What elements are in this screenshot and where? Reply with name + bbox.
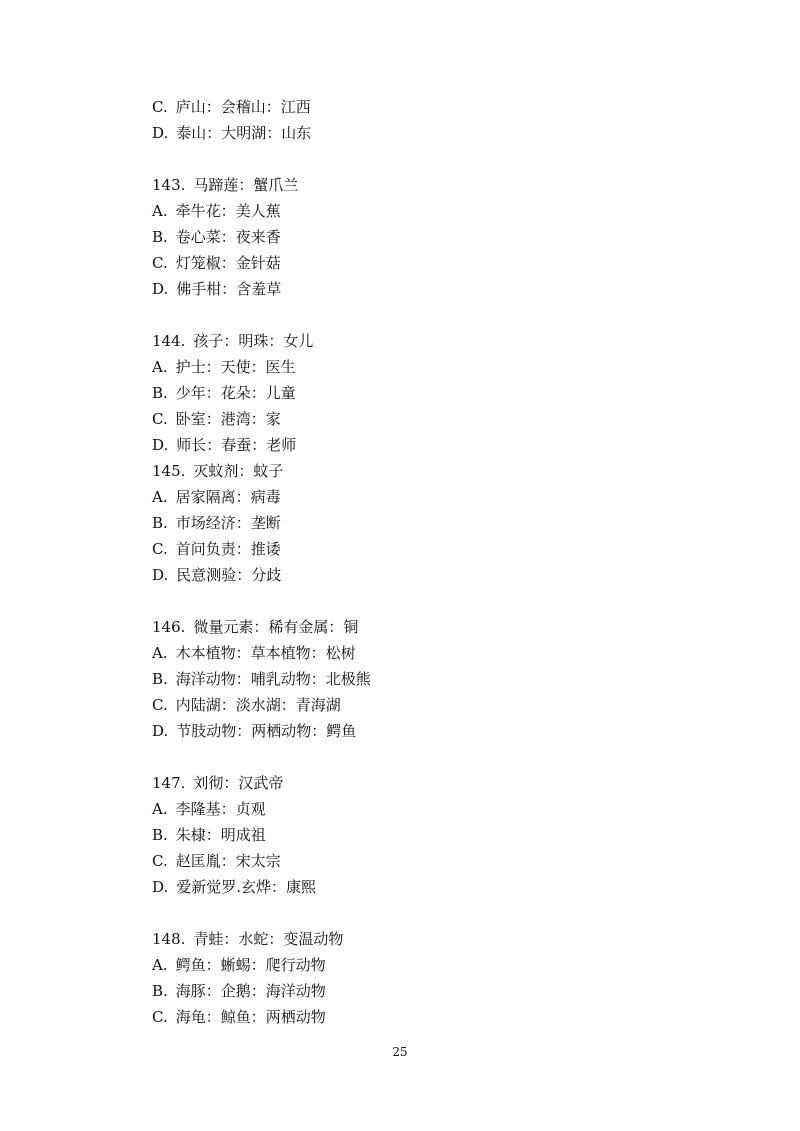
q143-option-b (152, 227, 281, 247)
q143-option-a (152, 201, 281, 221)
option-letter: C. (152, 410, 168, 428)
question-number: 145. (152, 462, 186, 480)
question-stem: 灭蚊剂：蚊子 (193, 462, 284, 480)
question-number: 147. (152, 774, 186, 792)
option-letter: B. (152, 670, 168, 688)
option-letter: A. (152, 800, 168, 818)
q144-option-c (152, 409, 281, 429)
option-text: 赵匡胤：宋太宗 (175, 852, 281, 870)
q145-stem (152, 461, 283, 481)
option-letter: B. (152, 514, 168, 532)
option-letter: B. (152, 982, 168, 1000)
option-text: 牵牛花：美人蕉 (175, 202, 281, 220)
option-text: 市场经济：垄断 (175, 514, 281, 532)
q145-option-c (152, 539, 281, 559)
q147-option-c (152, 851, 281, 871)
question-stem: 孩子：明珠：女儿 (193, 332, 314, 350)
option-text: 少年：花朵：儿童 (175, 384, 296, 402)
option-letter: A. (152, 956, 168, 974)
q146-option-c (152, 695, 341, 715)
q144-option-b (152, 383, 296, 403)
q148-option-c (152, 1007, 326, 1027)
q147-stem (152, 773, 283, 793)
q144-stem (152, 331, 313, 351)
q146-stem (152, 617, 358, 637)
option-text: 卷心菜：夜来香 (175, 228, 281, 246)
question-stem: 微量元素：稀有金属：铜 (193, 618, 359, 636)
option-text: 朱棣：明成祖 (175, 826, 266, 844)
option-letter: A. (152, 488, 168, 506)
option-text: 民意测验：分歧 (176, 566, 282, 584)
question-number: 144. (152, 332, 186, 350)
option-text: 护士：天使：医生 (175, 358, 296, 376)
option-text: 木本植物：草本植物：松树 (175, 644, 356, 662)
q144-option-d (152, 435, 296, 455)
option-letter: A. (152, 358, 168, 376)
option-letter: D. (152, 878, 169, 896)
question-stem: 马蹄莲：蟹爪兰 (193, 176, 299, 194)
question-number: 143. (152, 176, 186, 194)
q147-option-b (152, 825, 266, 845)
option-letter: C. (152, 540, 168, 558)
q148-option-b (152, 981, 326, 1001)
q143-option-d (152, 279, 281, 299)
q142-option-d (152, 123, 311, 143)
q148-stem (152, 929, 343, 949)
option-letter: C. (152, 98, 168, 116)
q142-option-c (152, 97, 311, 117)
option-letter: D. (152, 436, 169, 454)
option-text: 海洋动物：哺乳动物：北极熊 (175, 670, 371, 688)
option-text: 节肢动物：两栖动物：鳄鱼 (176, 722, 357, 740)
option-text: 卧室：港湾：家 (175, 410, 281, 428)
option-letter: B. (152, 384, 168, 402)
option-text: 泰山：大明湖：山东 (176, 124, 312, 142)
option-letter: C. (152, 696, 168, 714)
option-text: 内陆湖：淡水湖：青海湖 (175, 696, 341, 714)
option-letter: A. (152, 202, 168, 220)
question-number: 146. (152, 618, 186, 636)
option-letter: B. (152, 228, 168, 246)
q143-option-c (152, 253, 281, 273)
option-text: 海龟：鲸鱼：两栖动物 (175, 1008, 326, 1026)
option-letter: D. (152, 280, 169, 298)
q147-option-a (152, 799, 266, 819)
option-text: 鳄鱼：蜥蜴：爬行动物 (175, 956, 326, 974)
q145-option-a (152, 487, 281, 507)
option-text: 首问负责：推诿 (175, 540, 281, 558)
question-stem: 青蛙：水蛇：变温动物 (193, 930, 344, 948)
q144-option-a (152, 357, 296, 377)
page-number: 25 (392, 1045, 408, 1059)
option-letter: D. (152, 124, 169, 142)
q146-option-d (152, 721, 356, 741)
option-letter: D. (152, 722, 169, 740)
option-text: 庐山：会稽山：江西 (175, 98, 311, 116)
question-number: 148. (152, 930, 186, 948)
option-text: 李隆基：贞观 (175, 800, 266, 818)
option-text: 海豚：企鹅：海洋动物 (175, 982, 326, 1000)
question-stem: 刘彻：汉武帝 (193, 774, 284, 792)
option-letter: D. (152, 566, 169, 584)
q146-option-a (152, 643, 356, 663)
q145-option-d (152, 565, 281, 585)
option-letter: C. (152, 852, 168, 870)
option-text: 居家隔离：病毒 (175, 488, 281, 506)
option-text: 爱新觉罗.玄烨：康熙 (176, 878, 317, 896)
q147-option-d (152, 877, 316, 897)
q146-option-b (152, 669, 371, 689)
option-letter: A. (152, 644, 168, 662)
q145-option-b (152, 513, 281, 533)
option-text: 灯笼椒：金针菇 (175, 254, 281, 272)
q148-option-a (152, 955, 326, 975)
option-letter: C. (152, 1008, 168, 1026)
option-text: 师长：春蚕：老师 (176, 436, 297, 454)
option-letter: B. (152, 826, 168, 844)
option-letter: C. (152, 254, 168, 272)
q143-stem (152, 175, 298, 195)
option-text: 佛手柑：含羞草 (176, 280, 282, 298)
